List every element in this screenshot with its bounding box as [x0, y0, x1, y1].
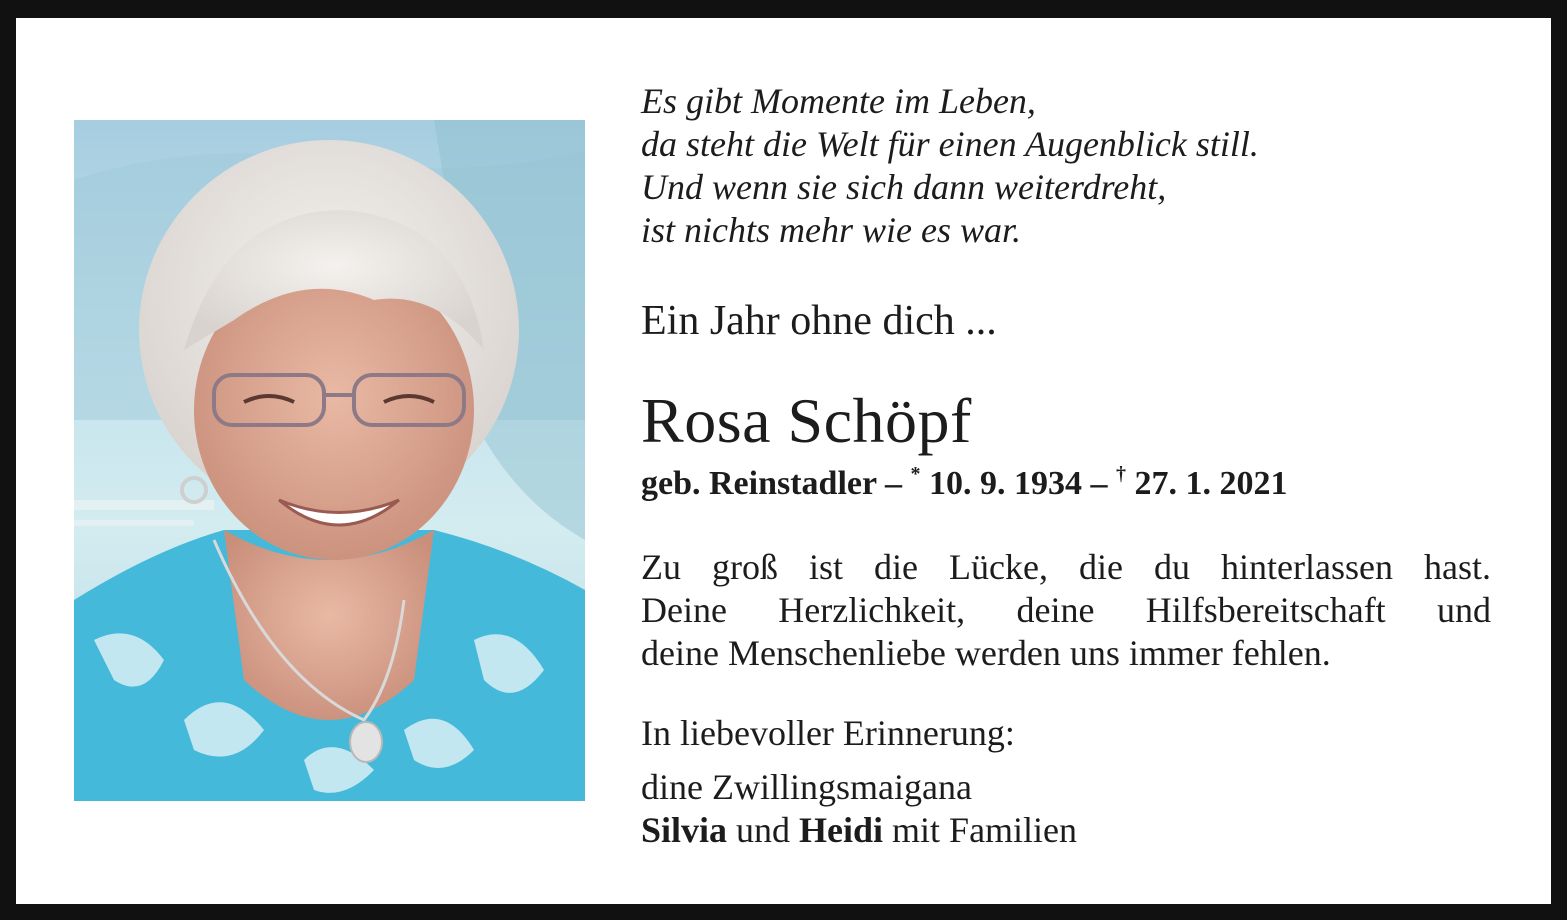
poem [641, 80, 1493, 252]
birth-symbol: * [910, 463, 921, 485]
signer-name: Heidi [799, 810, 884, 850]
death-date: 27. 1. 2021 [1125, 465, 1288, 502]
dash: – [1081, 465, 1116, 502]
signer-connector: und [727, 810, 800, 850]
dash: – [876, 465, 911, 502]
poem-line: ist nichts mehr wie es war. [641, 210, 1022, 250]
tribute-line: deine Menschenliebe werden uns immer fehlen. [641, 633, 1331, 673]
poem-line: da steht die Welt für einen Augenblick still. [641, 124, 1259, 164]
portrait-illustration [74, 120, 585, 801]
tribute-line: Deine Herzlichkeit, deine Hilfsbereitschaft und [641, 590, 1491, 630]
signers-names [641, 809, 1493, 852]
tribute-text [641, 546, 1491, 675]
deceased-name: Rosa Schöpf [641, 385, 972, 456]
signer-name: Silvia [641, 810, 728, 850]
birth-date: 10. 9. 1934 [920, 465, 1082, 502]
maiden-name: geb. Reinstadler [641, 465, 877, 502]
tribute-line: Zu groß ist die Lücke, die du hinterlassen hast. [641, 547, 1491, 587]
death-symbol: † [1115, 463, 1126, 485]
signers [641, 766, 1493, 852]
signers-line: dine Zwillingsmaigana [641, 767, 972, 807]
poem-line: Es gibt Momente im Leben, [641, 81, 1036, 121]
life-dates [641, 464, 1493, 504]
intro-line: Ein Jahr ohne dich ... [641, 298, 997, 344]
remembrance-heading: In liebevoller Erinnerung: [641, 713, 1015, 753]
poem-line: Und wenn sie sich dann weiterdreht, [641, 167, 1167, 207]
signer-suffix: mit Familien [883, 810, 1078, 850]
portrait-photo [74, 120, 585, 801]
